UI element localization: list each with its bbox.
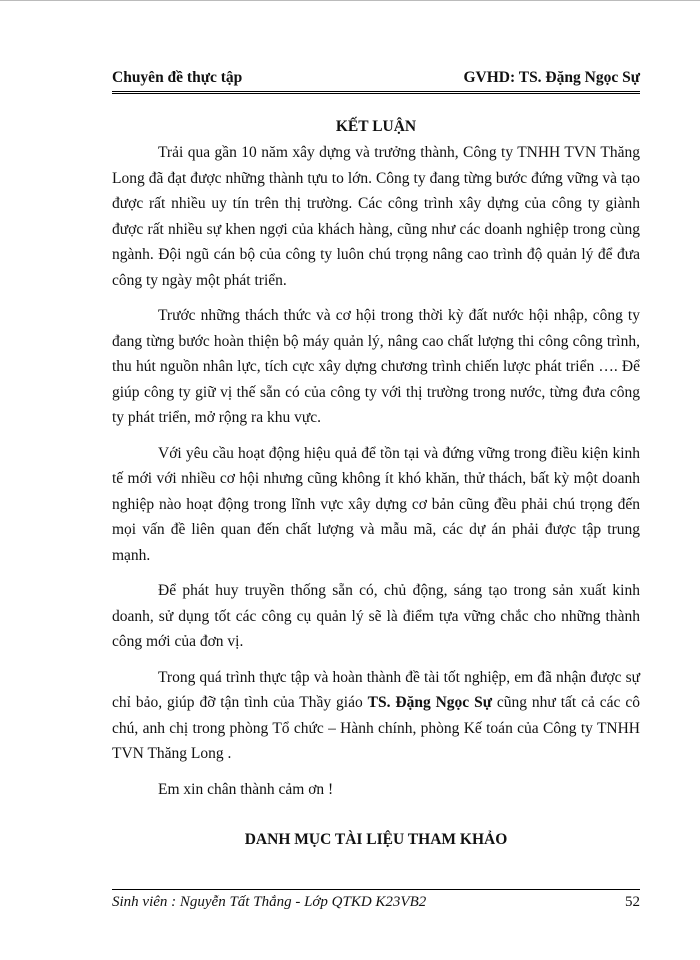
paragraph-5 bbox=[112, 665, 640, 767]
header-course-title: Chuyên đề thực tập bbox=[112, 69, 243, 86]
references-heading: DANH MỤC TÀI LIỆU THAM KHẢO bbox=[244, 831, 508, 848]
header-supervisor: GVHD: TS. Đặng Ngọc Sự bbox=[463, 69, 640, 86]
paragraph-4: Để phát huy truyền thống sẵn có, chủ động, sáng tạo trong sản xuất kinh doanh, sử dụng tốt các công cụ quản lý sẽ là điểm tựa vững chắc cho những thành công mới của đơn vị. bbox=[112, 582, 640, 650]
page-header bbox=[112, 59, 640, 94]
footer-student-info: Sinh viên : Nguyễn Tất Thắng - Lớp QTKD K23VB2 bbox=[112, 894, 427, 910]
paragraph-5-text-end: cũng như tất cả các cô chú, anh chị trong phòng Tổ chức – Hành chính, phòng Kế toán của Công ty TNHH TVN Thăng Long . bbox=[112, 694, 640, 762]
conclusion-body bbox=[112, 140, 640, 812]
page-title: KẾT LUẬN bbox=[335, 118, 417, 135]
paragraph-1: Trải qua gần 10 năm xây dựng và trưởng thành, Công ty TNHH TVN Thăng Long đã đạt được những thành tựu to lớn. Công ty đang từng bước đứng vững và tạo được rất nhiều uy tín trên thị trường. Các công trình xây dựng của công ty giành được rất nhiều sự khen ngợi của khách hàng, cũng như các doanh nghiệp trong cùng ngành. Đội ngũ cán bộ của công ty luôn chú trọng nâng cao trình độ quản lý để đưa công ty ngày một phát triển. bbox=[112, 144, 640, 289]
page-number: 52 bbox=[625, 894, 640, 910]
supervisor-name: TS. Đặng Ngọc Sự bbox=[367, 694, 492, 711]
paragraph-2: Trước những thách thức và cơ hội trong thời kỳ đất nước hội nhập, công ty đang từng bước hoàn thiện bộ máy quản lý, nâng cao chất lượng thi công công trình, thu hút nguồn nhân lực, tích cực xây dựng chương trình chiến lược phát triển …. Để giúp công ty giữ vị thế sẵn có của công ty với thị trường trong nước, từng đưa công ty phát triển, mở rộng ra khu vực. bbox=[112, 307, 640, 426]
paragraph-3: Với yêu cầu hoạt động hiệu quả để tồn tại và đứng vững trong điều kiện kinh tế mới với nhiều cơ hội nhưng cũng không ít khó khăn, thử thách, bất kỳ một doanh nghiệp nào hoạt động trong lĩnh vực xây dựng cơ bản cũng đều phải chú trọng đến mọi vấn đề liên quan đến chất lượng và mẫu mã, các dự án phải được tập trung mạnh. bbox=[112, 444, 640, 564]
paragraph-6: Em xin chân thành cảm ơn ! bbox=[158, 780, 334, 798]
paragraph-5-text-start: Trong quá trình thực tập và hoàn thành đề tài tốt nghiệp, em đã nhận được sự chỉ bảo, giúp đỡ tận tình của Thầy giáo bbox=[112, 668, 640, 711]
page-footer bbox=[112, 889, 640, 911]
